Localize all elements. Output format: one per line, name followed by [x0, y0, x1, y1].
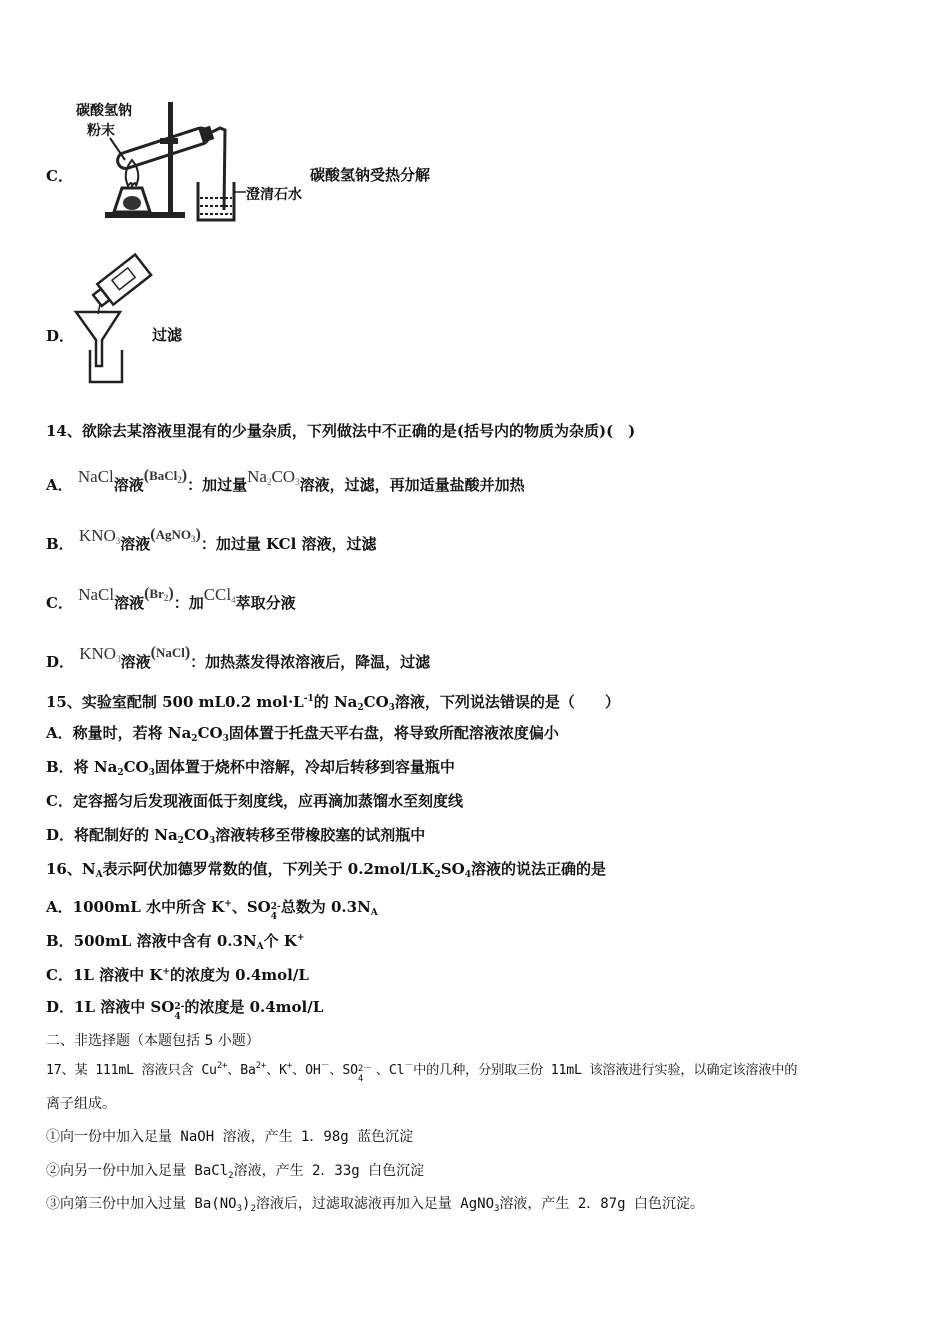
q15-option-c: C．定容摇匀后发现液面低于刻度线，应再滴加蒸馏水至刻度线: [46, 792, 463, 810]
label-powder-line1: 碳酸氢钠: [76, 103, 132, 119]
q14-b-rest: ：加过量 KCl 溶液，过滤: [200, 535, 377, 553]
q17-step2: ②向另一份中加入足量 BaCl$_2$溶液，产生 2．33g 白色沉淀: [46, 1163, 425, 1181]
q14-a-reagent: Na2CO3: [247, 467, 300, 487]
q14-a-rest: 溶液，过滤，再加适量盐酸并加热: [299, 476, 525, 494]
q14-b-impurity: (AgNO3): [150, 526, 201, 544]
q14-option-b: [46, 525, 377, 554]
q14-d-solvent-word: 溶液: [120, 653, 151, 671]
q14-c-letter: C．: [46, 594, 73, 612]
label-powder-line2: 粉末: [87, 123, 115, 139]
q17-line2: 离子组成。: [46, 1096, 116, 1112]
q14-b-letter: B．: [46, 535, 74, 553]
q16-option-c: C．1L 溶液中 K+的浓度为 0.4mol/L: [46, 966, 309, 984]
q13-option-d-letter: D．: [46, 327, 75, 345]
filtration-diagram: [72, 258, 157, 383]
q13-option-c-caption: 碳酸氢钠受热分解: [310, 166, 431, 184]
q14-c-solute: NaCl: [78, 585, 115, 604]
q16-stem: 16、$N_A$表示阿伏加德罗常数的值，下列关于 $0.2mol/LK_2SO_4$溶液的说法正确的是: [46, 860, 606, 880]
q14-d-letter: D．: [46, 653, 75, 671]
q14-d-rest: ：加热蒸发得浓溶液后，降温，过滤: [190, 653, 431, 671]
q13-option-d-caption: 过滤: [152, 326, 183, 344]
q14-a-impurity: (BaCl2): [143, 467, 188, 485]
q15-stem: 15、实验室配制 500 mL0.2 $mol\cdot L^{-1}$的 $Na_2CO_3$溶液，下列说法错误的是（ ）: [46, 693, 620, 713]
q15-option-a: A．称量时，若将 $Na_2CO_3$固体置于托盘天平右盘，将导致所配溶液浓度偏小: [46, 724, 559, 744]
heating-apparatus-diagram: [100, 100, 300, 225]
q14-option-c: [46, 584, 296, 613]
q14-b-solute: KNO3: [78, 526, 121, 546]
q14-b-solvent-word: 溶液: [120, 535, 151, 553]
label-limewater: 澄清石水: [246, 187, 302, 203]
q16-option-d: D．1L 溶液中 SO 2- 4 的浓度是 0.4mol/L: [46, 998, 324, 1022]
q15-option-b: B．将 $Na_2CO_3$固体置于烧杯中溶解，冷却后转移到容量瓶中: [46, 758, 455, 778]
q17-line1: 17、某 111mL 溶液只含 $Cu^{2+}$、$Ba^{2+}$、K+、OH－、SO 2－ 4 、Cl－中的几种，分别取三份 11mL 该溶液进行实验，以确定该溶液中的: [46, 1061, 798, 1084]
q14-option-a: [46, 466, 525, 495]
q14-d-impurity: (NaCl): [150, 644, 191, 661]
q14-a-solvent-word: 溶液: [113, 476, 144, 494]
q17-step1: ①向一份中加入足量 NaOH 溶液，产生 1．98g 蓝色沉淀: [46, 1129, 414, 1145]
q16-option-a: A．1000mL 水中所含 K+、SO 2- 4 总数为 $0.3N_A$: [46, 898, 378, 922]
q14-stem: 14、欲除去某溶液里混有的少量杂质，下列做法中不正确的是(括号内的物质为杂质)( ): [46, 422, 636, 440]
q14-option-d: [46, 643, 430, 672]
q14-c-solvent-word: 溶液: [114, 594, 145, 612]
q14-d-solute: KNO3: [79, 644, 121, 664]
q14-a-letter: A．: [46, 476, 73, 494]
section2-heading: 二、非选择题（本题包括 5 小题）: [46, 1033, 260, 1049]
q13-option-c-letter: C．: [46, 167, 73, 185]
q17-step3: ③向第三份中加入过量 $Ba(NO_3)_2$溶液后，过滤取滤液再加入足量 AgNO$_3$溶液，产生 2．87g 白色沉淀。: [46, 1196, 705, 1214]
q14-a-solute: NaCl: [77, 467, 114, 486]
q14-c-colon: ：加: [173, 594, 204, 612]
q14-c-impurity: (Br2): [144, 585, 174, 603]
q14-c-rest: 萃取分液: [235, 594, 296, 612]
q15-option-d: D．将配制好的 $Na_2CO_3$溶液转移至带橡胶塞的试剂瓶中: [46, 826, 426, 846]
q16-option-b: B．500mL 溶液中含有 $0.3N_A$个 K+: [46, 932, 305, 952]
q14-a-colon: ：加过量: [187, 476, 248, 494]
q14-c-reagent: CCl4: [203, 585, 236, 605]
